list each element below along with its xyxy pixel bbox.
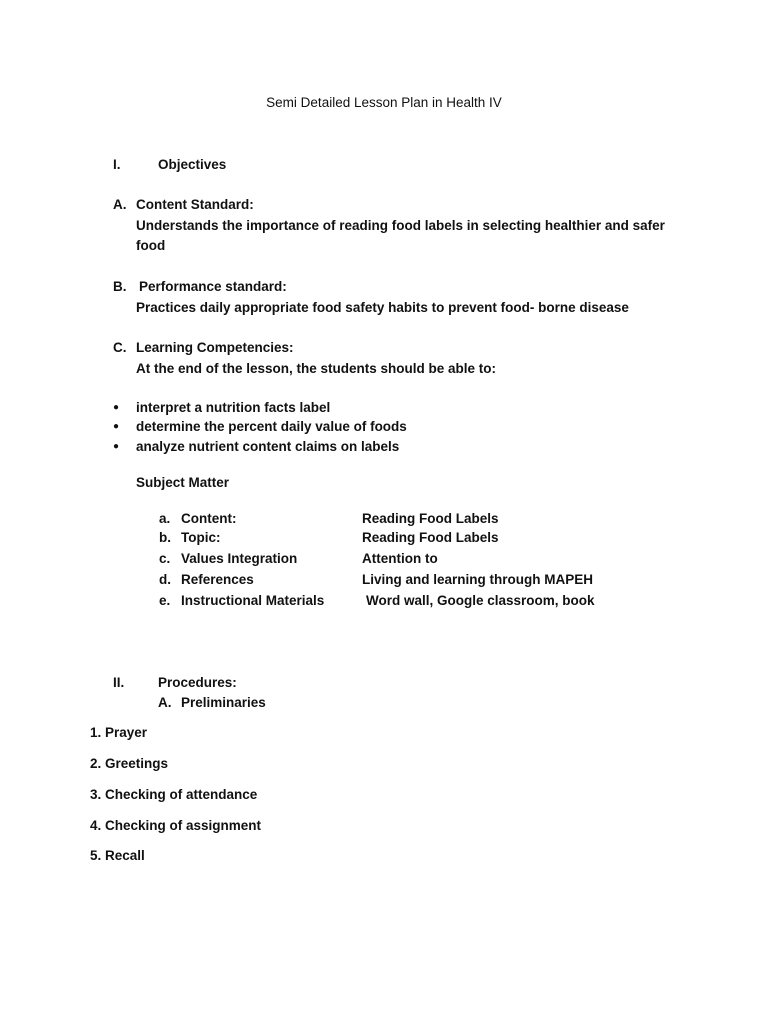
bullet-item: determine the percent daily value of foods [136, 419, 407, 434]
bullet-dot: ● [113, 421, 120, 432]
subject-row-value: Reading Food Labels [362, 511, 499, 526]
section-1-numeral: I. [113, 157, 121, 172]
subject-row-value: Reading Food Labels [362, 530, 499, 545]
learning-competencies-label: Learning Competencies: [136, 340, 294, 355]
subject-matter-heading: Subject Matter [136, 475, 230, 490]
procedure-step: 3. Checking of attendance [90, 787, 258, 802]
content-standard-letter: A. [113, 197, 127, 212]
subject-row-value: Attention to [362, 551, 438, 566]
procedure-step: 4. Checking of assignment [90, 818, 262, 833]
subject-row-letter: c. [159, 551, 171, 566]
subject-row-letter: b. [159, 530, 171, 545]
subject-row-letter: e. [159, 593, 171, 608]
preliminaries-heading: Preliminaries [181, 695, 266, 710]
subject-row-label: Topic: [181, 530, 221, 545]
learning-competencies-letter: C. [113, 340, 127, 355]
learning-competencies-intro: At the end of the lesson, the students should be able to: [136, 361, 497, 376]
subject-row-label: References [181, 572, 254, 587]
procedure-step: 1. Prayer [90, 725, 148, 740]
performance-standard-letter: B. [113, 279, 127, 294]
bullet-dot: ● [113, 441, 120, 452]
subject-row-label: Content: [181, 511, 237, 526]
content-standard-text-line1: Understands the importance of reading food labels in selecting healthier and safer [136, 218, 665, 233]
preliminaries-letter: A. [158, 695, 172, 710]
subject-row-value: Word wall, Google classroom, book [366, 593, 595, 608]
content-standard-label: Content Standard: [136, 197, 254, 212]
bullet-dot: ● [113, 402, 120, 413]
document-title: Semi Detailed Lesson Plan in Health IV [266, 95, 502, 110]
subject-row-letter: a. [159, 511, 171, 526]
performance-standard-label: Performance standard: [139, 279, 287, 294]
subject-row-letter: d. [159, 572, 171, 587]
subject-row-label: Values Integration [181, 551, 298, 566]
section-2-heading: Procedures: [158, 675, 237, 690]
section-2-numeral: II. [113, 675, 125, 690]
procedure-step: 2. Greetings [90, 756, 169, 771]
bullet-item: analyze nutrient content claims on labels [136, 439, 400, 454]
subject-row-label: Instructional Materials [181, 593, 325, 608]
section-1-heading: Objectives [158, 157, 227, 172]
subject-row-value: Living and learning through MAPEH [362, 572, 593, 587]
performance-standard-text: Practices daily appropriate food safety habits to prevent food- borne disease [136, 300, 629, 315]
bullet-item: interpret a nutrition facts label [136, 400, 331, 415]
procedure-step: 5. Recall [90, 848, 145, 863]
content-standard-text-line2: food [136, 238, 166, 253]
